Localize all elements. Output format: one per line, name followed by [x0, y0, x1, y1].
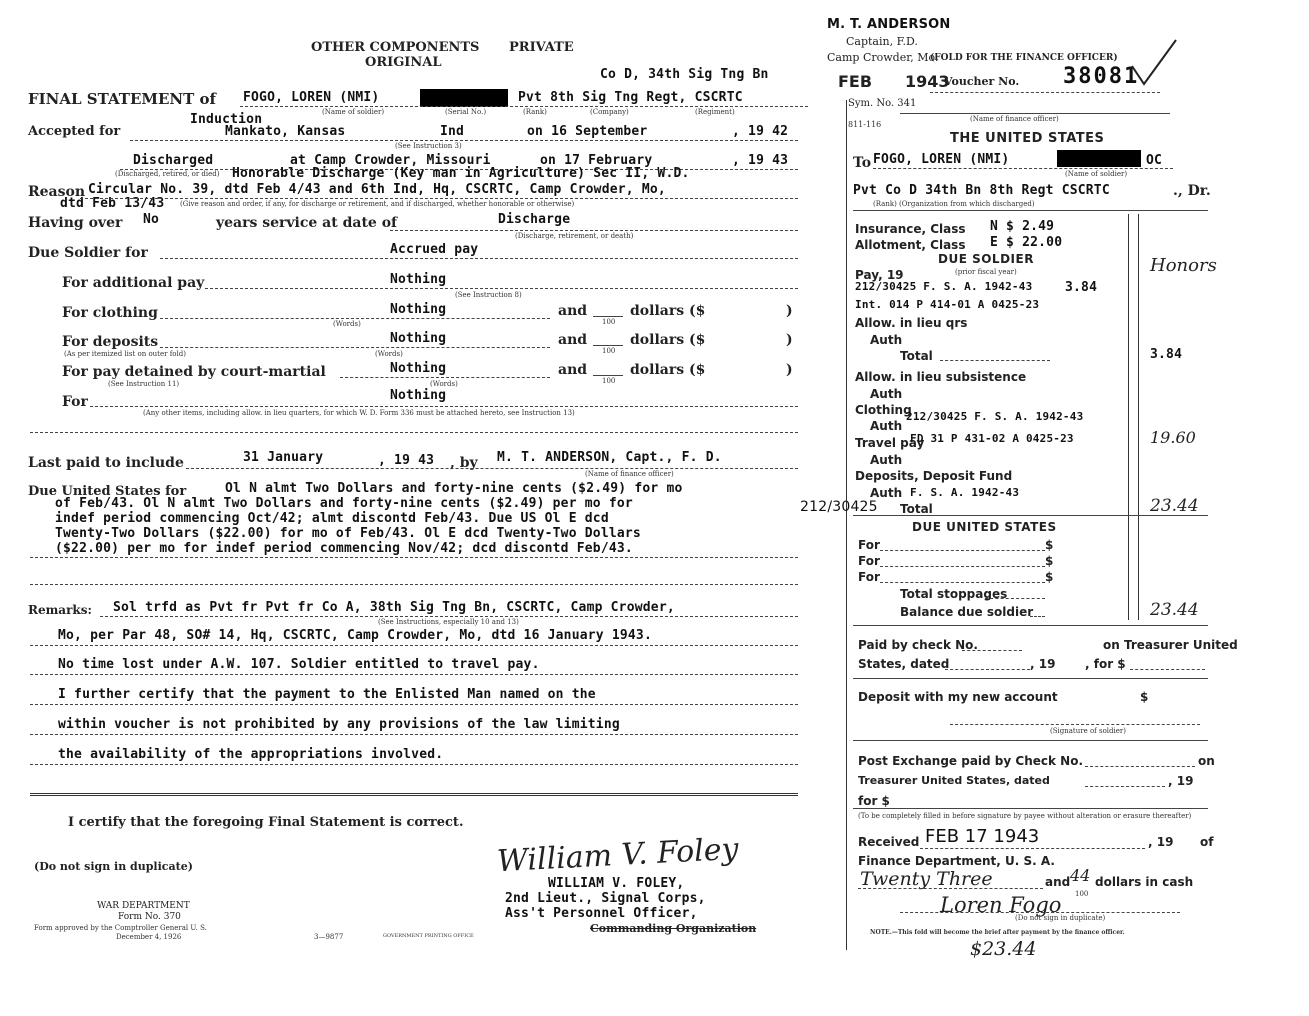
- print-office: GOVERNMENT PRINTING OFFICE: [383, 933, 474, 939]
- travel-auth-code: FD 31 P 431-02 A 0425-23: [910, 432, 1074, 445]
- insurance-label: Insurance, Class: [855, 222, 966, 236]
- clothing-value: Nothing: [390, 302, 447, 317]
- total-amount-1: 3.84: [1150, 347, 1183, 362]
- court-dollars: dollars ($: [630, 362, 706, 378]
- total-stoppages-label: Total stoppages: [900, 587, 1008, 601]
- due-us-line-2: of Feb/43. Ol N almt Two Dollars and forty-nine cents ($2.49) per mo for: [55, 496, 633, 511]
- post-exchange-label: Post Exchange paid by Check No.: [858, 754, 1083, 768]
- deposits-value: Nothing: [390, 331, 447, 346]
- clothing-hundred: 100: [602, 318, 616, 326]
- having-text: years service at date of: [216, 215, 398, 231]
- check-mark-icon: [1130, 36, 1180, 91]
- form-date: December 4, 1926: [116, 933, 182, 941]
- having-event: Discharge: [498, 212, 571, 227]
- deposit-dollar: $: [1140, 690, 1149, 704]
- deposits-close: ): [786, 332, 793, 348]
- deposits-auth-code: F. S. A. 1942-43: [910, 486, 1020, 499]
- due-us-line-4: Twenty-Two Dollars ($22.00) for mo of Feb/43. Ol E dcd Twenty-Two Dollars: [55, 526, 641, 541]
- united-states-heading: THE UNITED STATES: [950, 131, 1105, 146]
- see-instruction-3: (See Instruction 3): [395, 142, 462, 150]
- discharged-on: on 17 February: [540, 153, 653, 168]
- reason-text: Circular No. 39, dtd Feb 4/43 and 6th Ind, Hq, CSCRTC, Camp Crowder, Mo,: [88, 182, 666, 197]
- remarks-label: Remarks:: [28, 603, 92, 617]
- having-value: No: [143, 212, 160, 227]
- remarks-line-5: within voucher is not prohibited by any provisions of the law limiting: [58, 717, 620, 732]
- caption-name: (Name of soldier): [322, 108, 385, 116]
- deposits-voucher-label: Deposits, Deposit Fund: [855, 469, 1013, 483]
- caption-serial: (Serial No.): [445, 108, 487, 116]
- finance-officer-caption: (Name of finance officer): [585, 470, 674, 478]
- post-exchange-year: , 19: [1168, 774, 1194, 788]
- last-paid-date: 31 January: [243, 450, 324, 465]
- to-suffix: OC: [1146, 153, 1163, 168]
- redacted-serial-number: [420, 89, 508, 107]
- see-instruction-11: (See Instruction 11): [108, 380, 180, 388]
- travel-pay-label: Travel pay: [855, 436, 925, 450]
- voucher-unit-caption: (Rank) (Organization from which discharged): [873, 200, 1035, 208]
- total-label-1: Total: [900, 349, 933, 363]
- voucher-anderson: M. T. ANDERSON: [827, 17, 951, 32]
- voucher-unit: Pvt Co D 34th Bn 8th Regt CSCRTC: [853, 183, 1110, 198]
- final-statement-label: FINAL STATEMENT of: [28, 90, 216, 108]
- due-us-line-1: Ol N almt Two Dollars and forty-nine cents ($2.49) for mo: [225, 481, 683, 496]
- form-number: Form No. 370: [118, 912, 181, 922]
- original-heading: ORIGINAL: [365, 55, 442, 70]
- clothing-voucher-label: Clothing: [855, 403, 912, 417]
- signer-title: Ass't Personnel Officer,: [505, 906, 698, 921]
- discharged-at: at Camp Crowder, Missouri: [290, 153, 491, 168]
- reason-caption: (Give reason and order, if any, for discharge or retirement, and if discharged, whether honorable or otherwise): [180, 200, 575, 208]
- last-paid-label: Last paid to include: [28, 455, 184, 471]
- due-soldier-value: Accrued pay: [390, 242, 479, 257]
- received-label: Received: [858, 835, 920, 849]
- due-us-for-2: For: [858, 554, 880, 568]
- having-over-label: Having over: [28, 215, 123, 231]
- paid-by-check-label: Paid by check No.: [858, 638, 978, 652]
- caption-regiment: (Regiment): [695, 108, 735, 116]
- honorable-discharge: Honorable Discharge (Key man in Agriculture) Sec II, W.D.: [232, 166, 690, 181]
- amount-words: Twenty Three: [860, 868, 993, 890]
- enlisted-year: , 19 42: [732, 124, 789, 139]
- signature-of-soldier-caption: (Signature of soldier): [1050, 727, 1126, 735]
- deposit-account-label: Deposit with my new account: [858, 690, 1058, 704]
- pay-label: Pay, 19: [855, 268, 904, 282]
- last-paid-by: , by: [450, 455, 478, 471]
- other-components-heading: OTHER COMPONENTS: [311, 40, 480, 55]
- discharged-year: , 19 43: [732, 153, 789, 168]
- to-name: FOGO, LOREN (NMI): [873, 152, 1010, 167]
- travel-auth: Auth: [870, 453, 903, 467]
- received-date: FEB 17 1943: [925, 826, 1040, 847]
- clothing-dollars: dollars ($: [630, 303, 706, 319]
- voucher-note: NOTE.—This fold will become the brief after payment by the finance officer.: [870, 929, 1125, 936]
- total-amount-2: 23.44: [1150, 496, 1199, 516]
- allow-subsistence-label: Allow. in lieu subsistence: [855, 370, 1027, 384]
- deposits-and: and: [558, 332, 588, 348]
- induction: Induction: [190, 112, 263, 127]
- remarks-line-4: I further certify that the payment to the Enlisted Man named on the: [58, 687, 596, 702]
- other-items-caption: (Any other items, including allow. in lieu quarters, for which W. D. Form 336 must be attached hereto, see Instruction 13): [143, 409, 575, 417]
- voucher-number: 38081: [1063, 64, 1140, 89]
- due-us-dollar-1: $: [1045, 538, 1054, 552]
- sym-no: Sym. No. 341: [848, 98, 917, 109]
- additional-pay-label: For additional pay: [62, 275, 205, 291]
- voucher-captain: Captain, F.D.: [846, 35, 918, 48]
- allotment-value: E $ 22.00: [990, 235, 1063, 250]
- clothing-auth-code: 212/30425 F. S. A. 1942-43: [906, 410, 1084, 423]
- int-auth: Int. 014 P 414-01 A 0425-23: [855, 298, 1040, 311]
- due-us-for-1: For: [858, 538, 880, 552]
- voucher-month: FEB: [838, 72, 873, 91]
- clothing-and: and: [558, 303, 588, 319]
- do-not-sign-voucher: (Do not sign in duplicate): [1015, 914, 1106, 922]
- finance-department-label: Finance Department, U. S. A.: [858, 854, 1055, 868]
- remarks-line-1: Sol trfd as Pvt fr Pvt fr Co A, 38th Sig Tng Bn, CSCRTC, Camp Crowder,: [113, 600, 675, 615]
- as-per-caption: (As per itemized list on outer fold): [64, 350, 186, 358]
- allow-quarters-label: Allow. in lieu qrs: [855, 316, 968, 330]
- voucher-camp: Camp Crowder, Mo.: [827, 51, 939, 64]
- clothing-label: For clothing: [62, 305, 158, 321]
- prior-fiscal-caption: (prior fiscal year): [955, 268, 1017, 276]
- to-label: To: [853, 155, 872, 171]
- travel-amount: 19.60: [1150, 428, 1196, 447]
- due-us-heading: DUE UNITED STATES: [912, 520, 1057, 534]
- pay-amount: 3.84: [1065, 280, 1098, 295]
- voucher-dr: ., Dr.: [1173, 183, 1211, 199]
- additional-pay-value: Nothing: [390, 272, 447, 287]
- due-us-line-5: ($22.00) per mo for indef period commencing Nov/42; dcd discontd Feb/43.: [55, 541, 633, 556]
- deposits-label: For deposits: [62, 334, 159, 350]
- voucher-finance-caption: (Name of finance officer): [970, 115, 1059, 123]
- remarks-line-6: the availability of the appropriations involved.: [58, 747, 444, 762]
- hundredths: 100: [1075, 890, 1089, 898]
- court-martial-value: Nothing: [390, 361, 447, 376]
- dollars-in-cash: dollars in cash: [1095, 875, 1194, 889]
- fold-note: (FOLD FOR THE FINANCE OFFICER): [930, 53, 1118, 63]
- enlisted-on: on 16 September: [527, 124, 648, 139]
- reason-text-2: dtd Feb 13/43: [60, 196, 165, 211]
- clothing-words: (Words): [333, 320, 361, 328]
- for-value: Nothing: [390, 388, 447, 403]
- last-paid-year: , 19 43: [378, 453, 435, 468]
- signer-rank: 2nd Lieut., Signal Corps,: [505, 891, 706, 906]
- redacted-voucher-serial: [1057, 150, 1141, 167]
- court-hundred: 100: [602, 377, 616, 385]
- due-us-line-3: indef period commencing Oct/42; almt discontd Feb/43. Due US Ol E dcd: [55, 511, 609, 526]
- total-label-2: Total: [900, 502, 933, 516]
- clothing-voucher-auth: Auth: [870, 419, 903, 433]
- for-label: For: [62, 394, 88, 410]
- received-of: of: [1200, 835, 1214, 849]
- print-code: 3—9877: [314, 933, 344, 941]
- having-caption: (Discharge, retirement, or death): [515, 232, 634, 240]
- accepted-label: Accepted for: [28, 124, 121, 139]
- allotment-label: Allotment, Class: [855, 238, 966, 252]
- enlisted-label: Ind: [440, 124, 465, 139]
- form-approved: Form approved by the Comptroller General U. S.: [34, 924, 207, 932]
- allow-subsistence-auth: Auth: [870, 387, 903, 401]
- amount-cents: 44: [1070, 866, 1091, 885]
- caption-company: (Company): [590, 108, 629, 116]
- due-us-dollar-3: $: [1045, 570, 1054, 584]
- last-paid-officer: M. T. ANDERSON, Capt., F. D.: [497, 450, 722, 465]
- allow-quarters-auth: Auth: [870, 333, 903, 347]
- completely-filled-caption: (To be completely filled in before signature by payee without alteration or erasure thereafter): [858, 812, 1192, 820]
- check-for-dollar: , for $: [1085, 657, 1126, 671]
- court-martial-label: For pay detained by court-martial: [62, 364, 326, 380]
- payee-signature: Loren Fogo: [940, 893, 1062, 917]
- pay-auth: 212/30425 F. S. A. 1942-43: [855, 280, 1033, 293]
- remarks-caption: (See Instructions, especially 10 and 13): [378, 618, 519, 626]
- due-us-dollar-2: $: [1045, 554, 1054, 568]
- deposits-hundred: 100: [602, 347, 616, 355]
- on-treasurer-label: on Treasurer United: [1103, 638, 1238, 652]
- voucher-name-caption: (Name of soldier): [1065, 170, 1128, 178]
- discharged-caption: (Discharged, retired, or died): [115, 170, 220, 178]
- war-department: WAR DEPARTMENT: [97, 901, 190, 911]
- remarks-line-3: No time lost under A.W. 107. Soldier entitled to travel pay.: [58, 657, 540, 672]
- signer-name: WILLIAM V. FOLEY,: [548, 876, 685, 891]
- due-soldier-heading: DUE SOLDIER: [938, 252, 1034, 266]
- discharged-word: Discharged: [133, 153, 214, 168]
- caption-rank: (Rank): [523, 108, 547, 116]
- amount-and: and: [1045, 875, 1071, 889]
- post-exchange-on: on: [1198, 754, 1215, 768]
- soldier-name: FOGO, LOREN (NMI): [243, 90, 380, 105]
- due-us-label: Due United States for: [28, 484, 187, 499]
- signer-crossed-title: Commanding Organization: [590, 922, 757, 935]
- clothing-close: ): [786, 303, 793, 319]
- court-and: and: [558, 362, 588, 378]
- reason-label: Reason: [28, 184, 86, 200]
- states-dated-label: States, dated: [858, 657, 950, 671]
- treasurer-us-label: Treasurer United States, dated: [858, 774, 1050, 787]
- see-instruction-8: (See Instruction 8): [455, 291, 522, 299]
- received-year: , 19: [1148, 835, 1174, 849]
- remarks-line-2: Mo, per Par 48, SO# 14, Hq, CSCRTC, Camp Crowder, Mo, dtd 16 January 1943.: [58, 628, 652, 643]
- balance-amount: 23.44: [1150, 600, 1199, 620]
- deposits-voucher-auth: Auth: [870, 486, 903, 500]
- no-duplicate-left: (Do not sign in duplicate): [34, 860, 193, 873]
- officer-signature: William V. Foley: [496, 831, 740, 880]
- insurance-value: N $ 2.49: [990, 219, 1055, 234]
- due-us-for-3: For: [858, 570, 880, 584]
- private-heading: PRIVATE: [509, 40, 574, 55]
- accepted-place: Mankato, Kansas: [225, 124, 346, 139]
- unit-line: Co D, 34th Sig Tng Bn: [600, 67, 769, 82]
- handwritten-total: $23.44: [970, 938, 1037, 960]
- honors-note: Honors: [1150, 255, 1217, 276]
- check-year: , 19: [1030, 657, 1056, 671]
- balance-due-label: Balance due soldier: [900, 605, 1034, 619]
- certify-statement: I certify that the foregoing Final Statement is correct.: [68, 815, 464, 830]
- side-code: 212/30425: [800, 499, 878, 515]
- deposits-words: (Words): [375, 350, 403, 358]
- due-soldier-label: Due Soldier for: [28, 245, 148, 261]
- court-close: ): [786, 362, 793, 378]
- rank-unit: Pvt 8th Sig Tng Regt, CSCRTC: [518, 90, 743, 105]
- voucher-year: 1943: [905, 72, 950, 91]
- deposits-dollars: dollars ($: [630, 332, 706, 348]
- court-words: (Words): [430, 380, 458, 388]
- post-exchange-for: for $: [858, 794, 890, 808]
- office-code: 811-116: [848, 120, 882, 129]
- voucher-no-label: Voucher No.: [944, 75, 1020, 88]
